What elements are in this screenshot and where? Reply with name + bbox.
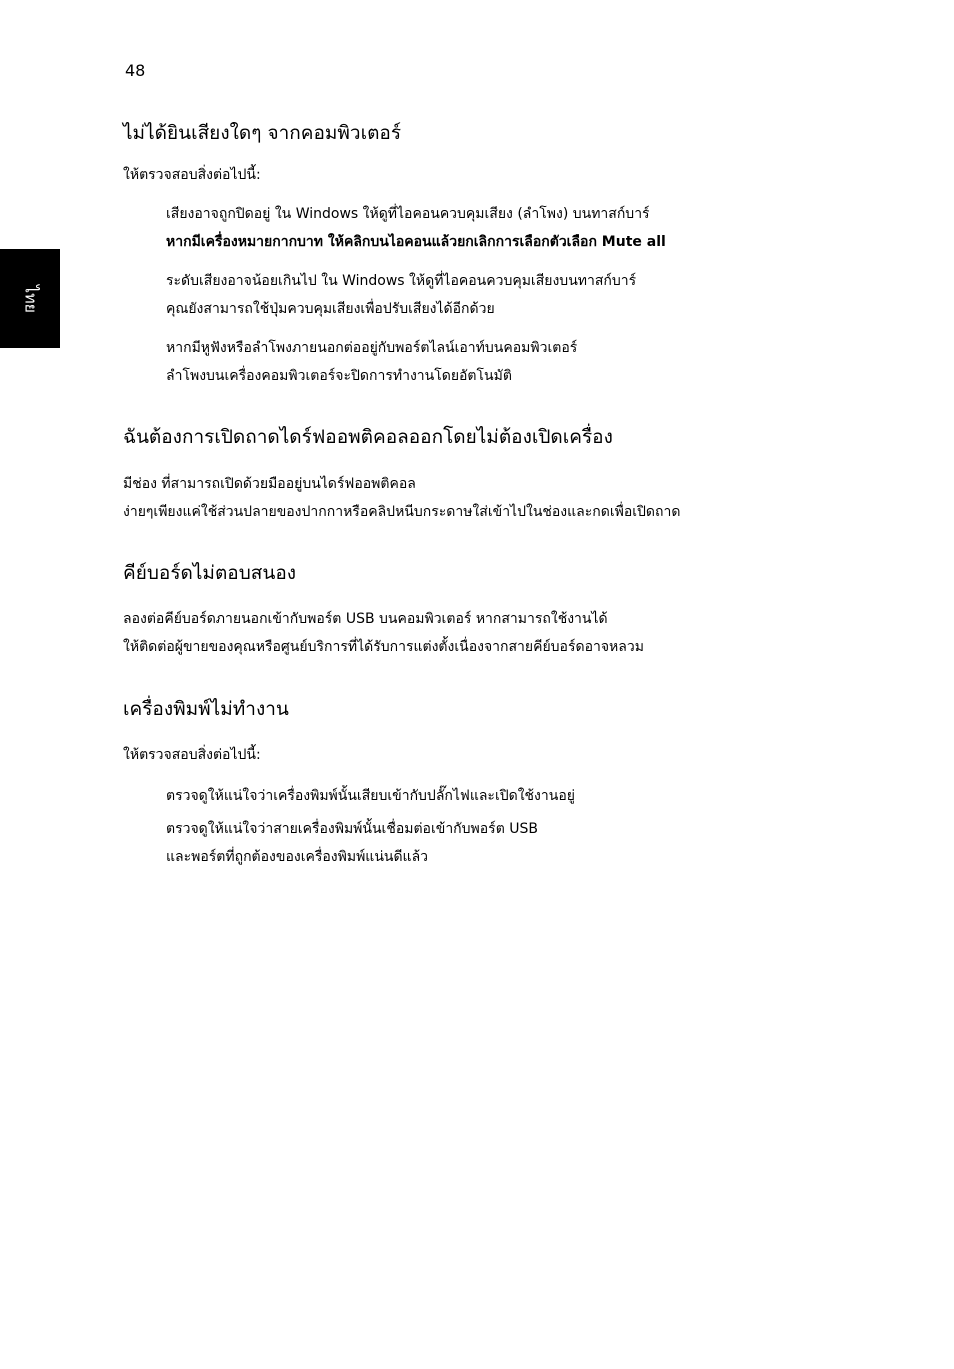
list-item-line: คุณยังสามารถใช้ปุ่มควบคุมเสียงเพื่อปรับเสียงได้อีกด้วย [166,301,495,317]
section-keyboard-heading-block [123,560,883,586]
section-no-sound-heading-block [123,120,883,146]
list-item-line-bold: หากมีเครื่องหมายกากบาท ให้คลิกบนไอคอนแล้วยกเลิกการเลือกตัวเลือก Mute all [166,234,666,250]
list-item-line: ตรวจดูให้แน่ใจว่าเครื่องพิมพ์นั้นเสียบเข้ากับปลั๊กไฟและเปิดใช้งานอยู่ [166,788,575,804]
section-heading: ฉันต้องการเปิดถาดไดร์ฟออพติคอลออกโดยไม่ต้องเปิดเครื่อง [123,426,613,448]
list-item-line: เสียงอาจถูกปิดอยู่ ใน Windows ให้ดูที่ไอคอนควบคุมเสียง (ลำโพง) บนทาสก์บาร์ [166,206,650,222]
body-line: มีช่อง ที่สามารถเปิดด้วยมืออยู่บนไดร์ฟออพติคอล [123,476,416,492]
language-side-tab-label: ไทย [21,285,41,313]
section-printer-intro [123,741,883,769]
section-intro: ให้ตรวจสอบสิ่งต่อไปนี้: [123,747,261,763]
list-item [166,334,906,390]
section-keyboard-body [123,605,883,661]
section-optical-drive-body [123,470,883,526]
body-line: ลองต่อคีย์บอร์ดภายนอกเข้ากับพอร์ต USB บนคอมพิวเตอร์ หากสามารถใช้งานได้ [123,611,608,627]
list-item [166,200,906,256]
section-no-sound-intro [123,161,883,189]
list-item-line: และพอร์ตที่ถูกต้องของเครื่องพิมพ์แน่นดีแล้ว [166,849,429,865]
list-item-line: ระดับเสียงอาจน้อยเกินไป ใน Windows ให้ดูที่ไอคอนควบคุมเสียงบนทาสก์บาร์ [166,273,637,289]
section-heading: คีย์บอร์ดไม่ตอบสนอง [123,562,297,584]
section-heading: เครื่องพิมพ์ไม่ทำงาน [123,698,289,720]
section-heading: ไม่ได้ยินเสียงใดๆ จากคอมพิวเตอร์ [123,122,402,144]
section-optical-drive-heading-block [123,424,883,450]
language-side-tab [0,249,60,348]
list-item [166,782,906,810]
body-line: ให้ติดต่อผู้ขายของคุณหรือศูนย์บริการที่ได้รับการแต่งตั้งเนื่องจากสายคีย์บอร์ดอาจหลวม [123,639,644,655]
page-number: 48 [125,61,146,80]
section-printer-heading-block [123,696,883,722]
list-item [166,815,906,871]
list-item-line: ตรวจดูให้แน่ใจว่าสายเครื่องพิมพ์นั้นเชื่อมต่อเข้ากับพอร์ต USB [166,821,538,837]
section-intro: ให้ตรวจสอบสิ่งต่อไปนี้: [123,167,261,183]
list-item [166,267,906,323]
list-item-line: ลำโพงบนเครื่องคอมพิวเตอร์จะปิดการทำงานโดยอัตโนมัติ [166,368,512,384]
list-item-line: หากมีหูฟังหรือลำโพงภายนอกต่ออยู่กับพอร์ตไลน์เอาท์บนคอมพิวเตอร์ [166,340,578,356]
body-line: ง่ายๆเพียงแค่ใช้ส่วนปลายของปากกาหรือคลิปหนีบกระดาษใส่เข้าไปในช่องและกดเพื่อเปิดถาด [123,504,681,520]
